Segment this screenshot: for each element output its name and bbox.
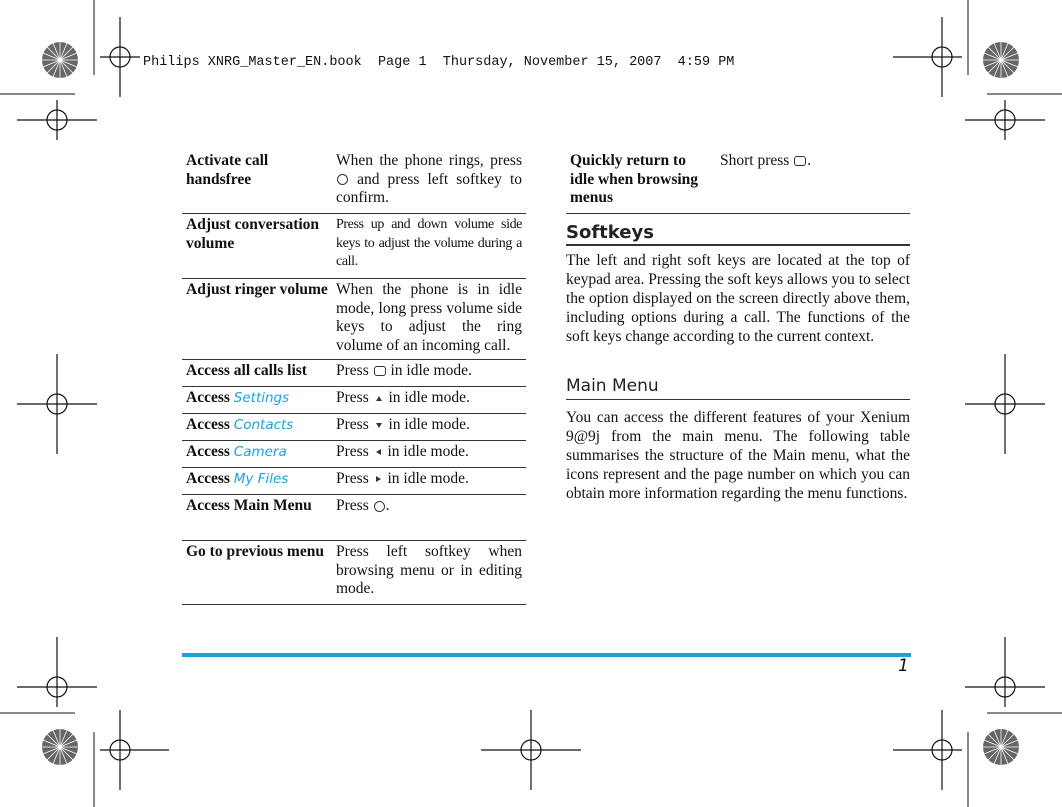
row-label: Go to previous menu (186, 543, 324, 560)
table-row (182, 468, 526, 495)
table-row (182, 541, 526, 605)
softkeys-paragraph: The left and right soft keys are located at the top of keypad area. Pressing the soft keys allows you to select the option displayed on the screen directly above them, including options during a call. The functions of the soft keys change according to the current context. (566, 252, 910, 345)
star-target-tr (983, 42, 1019, 78)
row-label: Access Main Menu (186, 497, 312, 514)
row-description: When the phone is in idle mode, long press volume side keys to adjust the ring volume of an incoming call. (336, 281, 522, 354)
row-label: Quickly return to idle when browsing menus (570, 152, 699, 206)
row-description: Press in idle mode. (336, 416, 470, 433)
end-key-icon (794, 156, 806, 166)
table-row (182, 360, 526, 387)
table-row (182, 279, 526, 360)
table-row (182, 214, 526, 279)
row-description: Press in idle mode. (336, 470, 469, 487)
row-description: Press in idle mode. (336, 443, 469, 460)
row-label: Adjust ringer volume (186, 281, 328, 298)
table-row (182, 441, 526, 468)
ok-key-icon (337, 174, 348, 185)
reg-target-tl (100, 17, 140, 97)
nav-left-icon (376, 449, 381, 455)
nav-right-icon (376, 476, 381, 482)
main-menu-paragraph: You can access the different features of your Xenium 9@9j from the main menu. The following table summarises the structure of the Main menu, what the icons represent and the page number on which you can obtain more information regarding the menu functions. (566, 409, 910, 502)
row-description: Press in idle mode. (336, 389, 470, 406)
row-label: Access My Files (186, 470, 289, 487)
page-number: 1 (898, 656, 909, 676)
nav-up-icon (376, 396, 382, 401)
row-description: Press left softkey when browsing menu or in editing mode. (336, 543, 522, 597)
table-row (182, 387, 526, 414)
row-label: Access Camera (186, 443, 287, 460)
key-table-left (182, 150, 526, 605)
row-description: When the phone rings, press and press left softkey to confirm. (336, 152, 522, 206)
star-target-bl (42, 729, 78, 765)
section-title-softkeys: Softkeys (566, 222, 910, 246)
row-description: Short press . (720, 152, 812, 169)
star-target-tl (42, 42, 78, 78)
table-row (182, 150, 526, 214)
table-row (182, 495, 526, 541)
row-label: Adjust conversation volume (186, 216, 320, 252)
row-description: Press . (336, 497, 390, 514)
ok-key-icon (374, 501, 385, 512)
table-row (182, 414, 526, 441)
table-row (566, 150, 910, 214)
row-description: Press up and down volume side keys to adjust the volume during a call. (336, 217, 522, 269)
call-key-icon (374, 366, 386, 376)
row-label: Activate call handsfree (186, 152, 269, 188)
footer-rule (182, 653, 911, 657)
print-header: Philips XNRG_Master_EN.book Page 1 Thursday, November 15, 2007 4:59 PM (143, 55, 735, 70)
row-label: Access Contacts (186, 416, 294, 433)
section-title-main-menu: Main Menu (566, 376, 910, 400)
key-table-right (566, 150, 910, 214)
nav-down-icon (376, 423, 382, 428)
row-description: Press in idle mode. (336, 362, 472, 379)
row-label: Access Settings (186, 389, 290, 406)
row-label: Access all calls list (186, 362, 307, 379)
star-target-br (983, 729, 1019, 765)
